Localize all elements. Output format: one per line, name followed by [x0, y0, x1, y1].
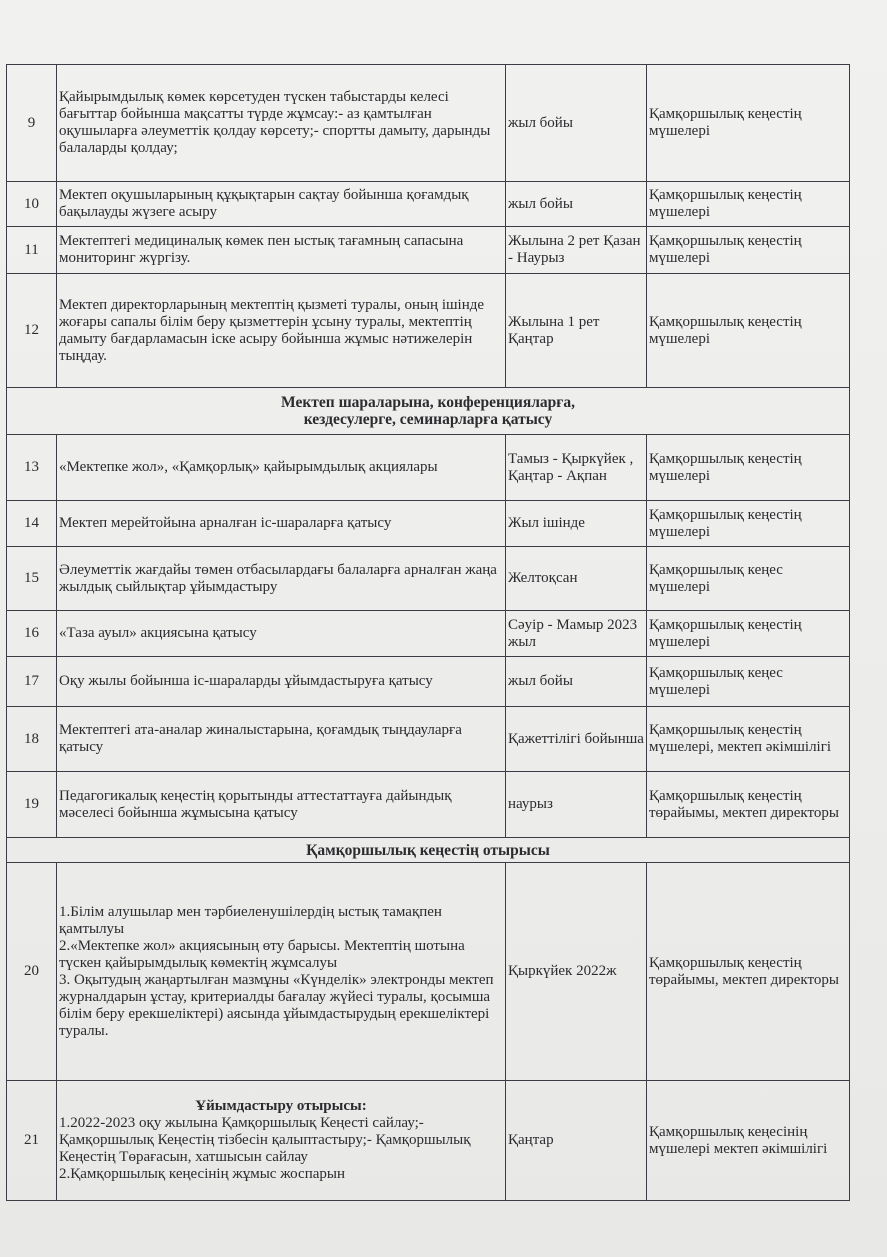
row-number: 16 — [7, 611, 57, 657]
task-cell — [57, 1081, 506, 1201]
responsible-cell: Қамқоршылық кеңестің мүшелері — [647, 501, 850, 547]
section-heading-line: Мектеп шараларына, конференцияларға, — [281, 394, 575, 411]
table-row — [7, 227, 850, 274]
row-number: 13 — [7, 435, 57, 501]
task-cell: «Таза ауыл» акциясына қатысу — [57, 611, 506, 657]
task-cell: Әлеуметтік жағдайы төмен отбасылардағы балаларға арналған жаңа жылдық сыйлықтар ұйымдастыру — [57, 547, 506, 611]
deadline-cell: наурыз — [506, 772, 647, 838]
responsible-cell: Қамқоршылық кеңес мүшелері — [647, 547, 850, 611]
deadline-cell: Қаңтар — [506, 1081, 647, 1201]
section-heading — [7, 388, 850, 435]
responsible-cell: Қамқоршылық кеңестің мүшелері — [647, 227, 850, 274]
deadline-cell: Сәуір - Мамыр 2023 жыл — [506, 611, 647, 657]
deadline-cell: жыл бойы — [506, 65, 647, 182]
task-cell: Мектеп директорларының мектептің қызметі туралы, оның ішінде жоғары сапалы білім беру қызметтерін ұсыну туралы, мектептің дамыту бағдарламасын іске асыру бойынша жұмыс нәтижелерін тыңдау. — [57, 274, 506, 388]
deadline-cell: Желтоқсан — [506, 547, 647, 611]
agenda-item: 2.Қамқоршылық кеңесінің жұмыс жоспарын — [59, 1166, 346, 1182]
row-number: 20 — [7, 863, 57, 1081]
row-number: 15 — [7, 547, 57, 611]
deadline-cell: Жыл ішінде — [506, 501, 647, 547]
table-row — [7, 611, 850, 657]
responsible-cell: Қамқоршылық кеңестің төрайымы, мектеп директоры — [647, 863, 850, 1081]
table-row — [7, 1081, 850, 1201]
row-number: 21 — [7, 1081, 57, 1201]
table-row — [7, 65, 850, 182]
row-number: 10 — [7, 182, 57, 227]
row-number: 14 — [7, 501, 57, 547]
table-row — [7, 657, 850, 707]
section-heading-row — [7, 388, 850, 435]
row-number: 11 — [7, 227, 57, 274]
row-number: 18 — [7, 707, 57, 772]
deadline-cell: жыл бойы — [506, 657, 647, 707]
agenda-title: Ұйымдастыру отырысы: — [195, 1098, 367, 1114]
responsible-cell: Қамқоршылық кеңестің мүшелері — [647, 274, 850, 388]
responsible-cell: Қамқоршылық кеңестің мүшелері, мектеп әкімшілігі — [647, 707, 850, 772]
row-number: 12 — [7, 274, 57, 388]
table-row — [7, 274, 850, 388]
responsible-cell: Қамқоршылық кеңес мүшелері — [647, 657, 850, 707]
agenda-item: 1.Білім алушылар мен тәрбиеленушілердің ыстық тамақпен қамтылуы — [59, 903, 442, 937]
responsible-cell: Қамқоршылық кеңестің мүшелері — [647, 182, 850, 227]
task-cell: Мектеп оқушыларының құқықтарын сақтау бойынша қоғамдық бақылауды жүзеге асыру — [57, 182, 506, 227]
table-row — [7, 547, 850, 611]
deadline-cell: Тамыз - Қыркүйек , Қаңтар - Ақпан — [506, 435, 647, 501]
table-row — [7, 435, 850, 501]
agenda-item: 2.«Мектепке жол» акциясының өту барысы. Мектептің шотына түскен қайырымдылық көмектің жұмсалуы — [59, 937, 465, 971]
responsible-cell: Қамқоршылық кеңесінің мүшелері мектеп әкімшілігі — [647, 1081, 850, 1201]
section-heading-line: кездесулерге, семинарларға қатысу — [303, 411, 553, 428]
responsible-cell: Қамқоршылық кеңестің мүшелері — [647, 65, 850, 182]
task-cell: Мектеп мерейтойына арналған іс-шараларға қатысу — [57, 501, 506, 547]
task-cell: Оқу жылы бойынша іс-шараларды ұйымдастыруға қатысу — [57, 657, 506, 707]
row-number: 17 — [7, 657, 57, 707]
table-row — [7, 182, 850, 227]
table-row — [7, 772, 850, 838]
deadline-cell: жыл бойы — [506, 182, 647, 227]
agenda-item: 3. Оқытудың жаңартылған мазмұны «Күнделік» электронды мектеп журналдарын ұстау, критериалды бағалау жүйесі туралы, қосымша білім беру ерекшеліктері) аясында ұйымдастырудың ерекшеліктері туралы. — [59, 971, 494, 1039]
deadline-cell: Қыркүйек 2022ж — [506, 863, 647, 1081]
section-heading-row — [7, 838, 850, 863]
table-row — [7, 863, 850, 1081]
task-cell: Мектептегі ата-аналар жиналыстарына, қоғамдық тыңдауларға қатысу — [57, 707, 506, 772]
task-cell: Педагогикалық кеңестің қорытынды аттестаттауға дайындық мәселесі бойынша жұмысына қатысу — [57, 772, 506, 838]
responsible-cell: Қамқоршылық кеңестің мүшелері — [647, 611, 850, 657]
section-heading: Қамқоршылық кеңестің отырысы — [7, 838, 850, 863]
row-number: 9 — [7, 65, 57, 182]
task-cell: Қайырымдылық көмек көрсетуден түскен табыстарды келесі бағыттар бойынша мақсатты түрде жұмсау:- аз қамтылған оқушыларға әлеуметтік қолдау көрсету;- спортты дамыту, дарынды балаларды қолдау; — [57, 65, 506, 182]
agenda-item: 1.2022-2023 оқу жылына Қамқоршылық Кеңесті сайлау;- Қамқоршылық Кеңестің тізбесін қалыптастыру;- Қамқоршылық Кеңестің Төрағасын, хатшысын сайлау — [59, 1115, 471, 1165]
responsible-cell: Қамқоршылық кеңестің төрайымы, мектеп директоры — [647, 772, 850, 838]
deadline-cell: Қажеттілігі бойынша — [506, 707, 647, 772]
task-cell — [57, 863, 506, 1081]
table-row — [7, 501, 850, 547]
responsible-cell: Қамқоршылық кеңестің мүшелері — [647, 435, 850, 501]
row-number: 19 — [7, 772, 57, 838]
table-row — [7, 707, 850, 772]
deadline-cell: Жылына 2 рет Қазан - Наурыз — [506, 227, 647, 274]
task-cell: «Мектепке жол», «Қамқорлық» қайырымдылық акциялары — [57, 435, 506, 501]
work-plan-table — [6, 64, 850, 1201]
task-cell: Мектептегі медициналық көмек пен ыстық тағамның сапасына мониторинг жүргізу. — [57, 227, 506, 274]
deadline-cell: Жылына 1 рет Қаңтар — [506, 274, 647, 388]
